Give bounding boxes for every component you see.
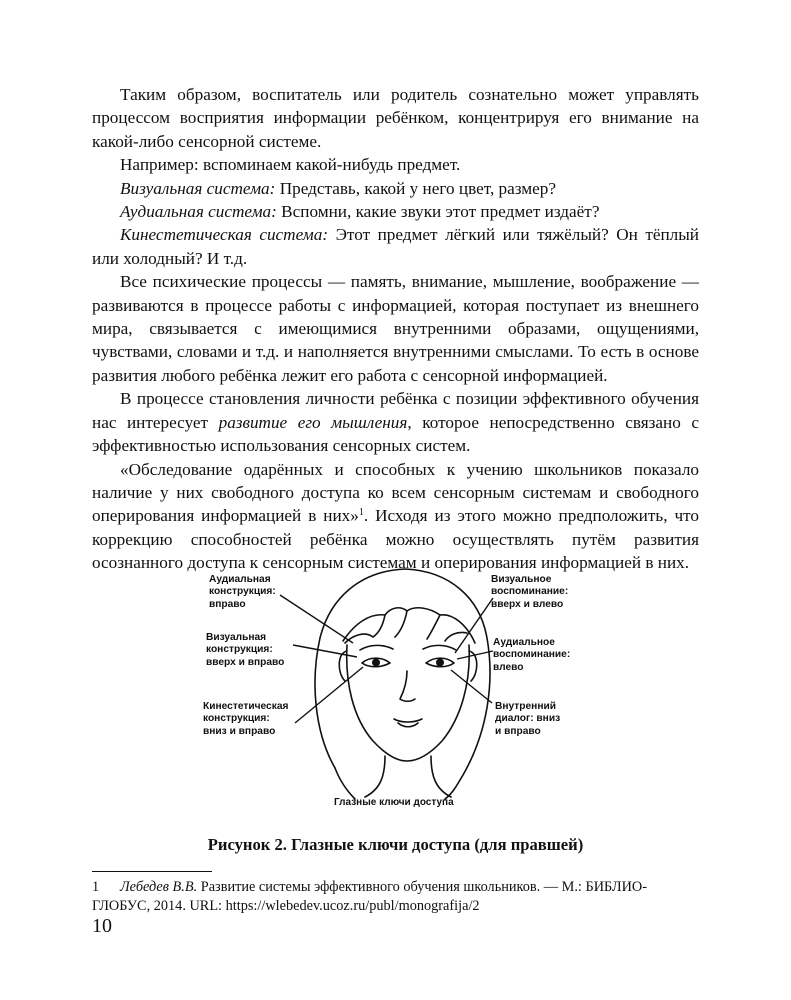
footnote-author: Лебедев В.В. <box>120 879 198 895</box>
paragraph-auditory <box>92 200 699 223</box>
body-text <box>92 83 699 575</box>
visual-system-text: Представь, какой у него цвет, размер? <box>275 178 557 198</box>
footnote-number: 1 <box>92 879 100 895</box>
figure-inner-caption: Глазные ключи доступа <box>334 797 454 808</box>
label-kinesthetic-construction: Кинестетическая конструкция: вниз и вправо <box>203 701 289 737</box>
pointer-auditory-construct <box>280 595 353 643</box>
footnote <box>92 878 699 916</box>
auditory-system-label: Аудиальная система: <box>120 202 277 222</box>
paragraph-kinesthetic <box>92 223 699 270</box>
label-auditory-construction: Аудиальная конструкция: вправо <box>209 574 276 610</box>
bangs <box>343 608 475 643</box>
label-auditory-recall: Аудиальное воспоминание: влево <box>493 637 571 673</box>
label-visual-recall: Визуальное воспоминание: вверх и влево <box>491 574 569 610</box>
visual-system-label: Визуальная система: <box>120 178 276 198</box>
footnote-ref[interactable]: 1 <box>358 507 364 519</box>
figure-caption: Рисунок 2. Глазные ключи доступа (для правшей) <box>207 835 584 854</box>
eyebrow-left <box>360 645 393 650</box>
page-number: 10 <box>92 915 112 937</box>
face-outline <box>347 645 470 761</box>
kinesthetic-system-text: Этот предмет лёгкий или тяжёлый? Он тёплый или холодный? И т.д. <box>92 225 700 268</box>
label-internal-dialog: Внутренний диалог: вниз и вправо <box>495 701 561 737</box>
kinesthetic-system-label: Кинестетическая система: <box>120 225 329 245</box>
auditory-system-text: Вспомни, какие звуки этот предмет издаёт? <box>276 202 600 222</box>
pointer-kinesthetic-construct <box>295 667 363 723</box>
label-visual-construction: Визуальная конструкция: вверх и вправо <box>206 632 285 668</box>
pointer-internal-dialog <box>451 670 492 703</box>
hair-outline <box>315 569 490 799</box>
paragraph-visual <box>92 177 699 200</box>
nose <box>400 671 415 701</box>
paragraph-7: В процессе становления личности ребёнка с позиции эффективного обучения нас интересует развитие его мышления, которое непосредственно связано с эффективностью использования сенсорных систем. <box>92 389 699 456</box>
footnote-divider <box>92 871 212 872</box>
pointer-auditory-recall <box>457 651 493 659</box>
paragraph-8: «Обследование одарённых и способных к учению школьников показало наличие у них свободного доступа ко всем сенсорным системам и свободного оперирования информацией в них»$^1$. Исходя из этого можно предположить, что коррекцию способностей ребёнка можно осуществлять путём развития осознанного доступа к сенсорным системам и оперирования информацией в них. <box>92 459 699 573</box>
paragraph-6: Все психические процессы — память, внимание, мышление, воображение — развиваются в процессе работы с информацией, которая поступает из внешнего мира, связывается с имеющимися внутренними образами, ощущениями, чувствами, словами и т.д. и наполняется внутренними смыслами. То есть в основе развития любого ребёнка лежит его работа с сенсорной информацией. <box>92 272 699 385</box>
emphasis-thinking: развитие его мышления <box>218 412 408 432</box>
footnote-text: Развитие системы эффективного обучения школьников. — М.: БИБЛИО-ГЛОБУС, 2014. URL: https://wlebedev.ucoz.ru/publ/monografija/2 <box>92 879 647 914</box>
eyebrow-right <box>423 645 456 650</box>
paragraph-1: Таким образом, воспитатель или родитель сознательно может управлять процессом восприятия информации ребёнком, концентрируя его внимание на какой-либо сенсорной системе. <box>92 85 699 151</box>
paragraph-2: Например: вспоминаем какой-нибудь предмет. <box>120 155 461 175</box>
eye-access-figure <box>195 553 595 815</box>
mouth <box>394 719 422 722</box>
